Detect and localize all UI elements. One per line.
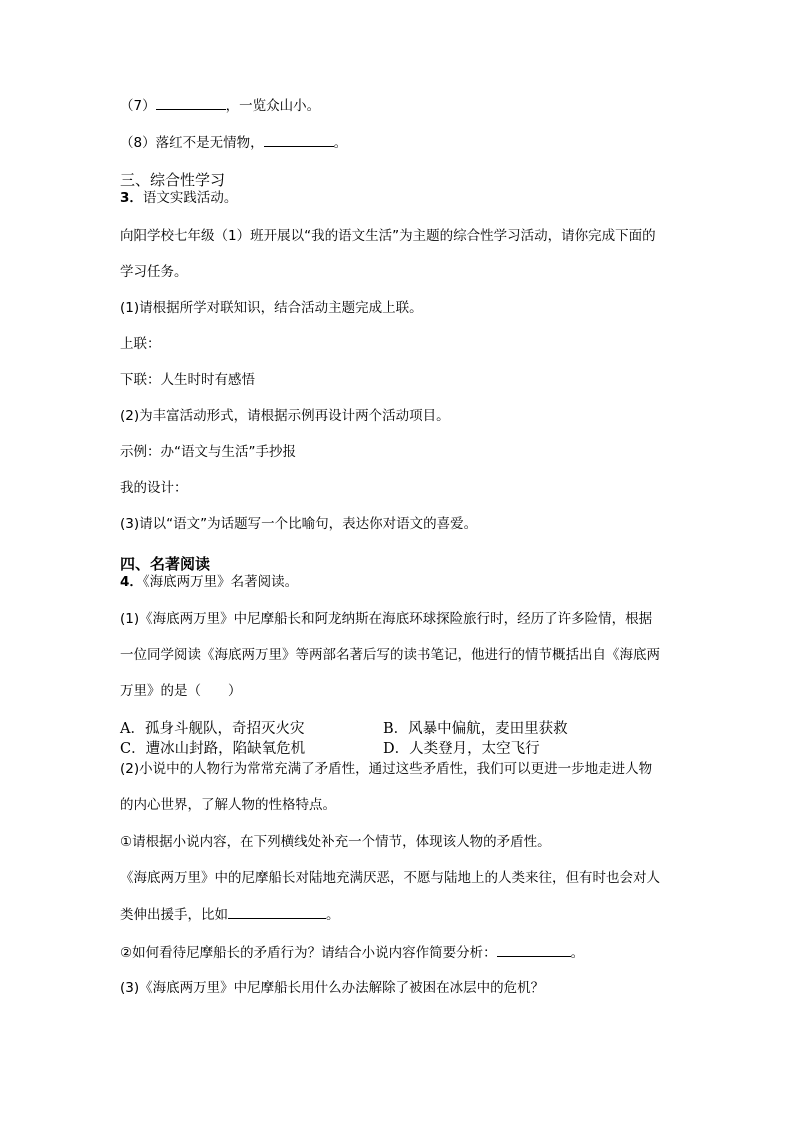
- q4-number: 4．: [120, 574, 143, 590]
- q3-sub2: (2)为丰富活动形式，请根据示例再设计两个活动项目。: [120, 408, 450, 424]
- q3-sub3: (3)请以“语文”为话题写一个比喻句，表达你对语文的喜爱。: [120, 516, 478, 532]
- q4-sub1-line2: 一位同学阅读《海底两万里》等两部名著后写的读书笔记，他进行的情节概括出自《海底两: [120, 647, 660, 663]
- q4-sub2-line1: (2)小说中的人物行为常常充满了矛盾性，通过这些矛盾性，我们可以更进一步地走进人物: [120, 761, 653, 777]
- q4-sub1-line3: 万里》的是（ ）: [120, 683, 242, 699]
- section-4-heading: 四、名著阅读: [120, 555, 211, 573]
- q3-lower-label: 下联：人生时时有感悟: [120, 372, 255, 388]
- q4-circle1: ①请根据小说内容，在下列横线处补充一个情节，体现该人物的矛盾性。: [120, 834, 551, 850]
- option-a[interactable]: A．孤身斗舰队，奇招灭火灾: [120, 721, 305, 737]
- item-8: [120, 132, 347, 153]
- item-8-text: 落红不是无情物，: [155, 135, 264, 151]
- item-8-end: 。: [333, 135, 348, 151]
- section-3-heading: 三、综合性学习: [120, 171, 226, 189]
- item-7: [120, 95, 320, 116]
- option-d[interactable]: D．人类登月，太空飞行: [383, 741, 540, 757]
- q4-circle2-end: 。: [570, 945, 585, 961]
- q4-circle1-text-line1: 《海底两万里》中的尼摩船长对陆地充满厌恶，不愿与陆地上的人类来往，但有时也会对人: [120, 870, 660, 886]
- q4-title: [120, 572, 298, 592]
- option-c[interactable]: C．遭冰山封路，陷缺氧危机: [120, 741, 306, 757]
- item-7-number: （7）: [120, 98, 156, 114]
- q4-circle1-text-line2: [120, 904, 340, 925]
- q4-sub3: (3)《海底两万里》中尼摩船长用什么办法解除了被困在冰层中的危机？: [120, 980, 545, 996]
- q3-my-design: 我的设计：: [120, 480, 188, 496]
- q4-circle1-text: 类伸出援手，比如: [120, 907, 228, 923]
- item-7-blank[interactable]: [156, 95, 226, 110]
- item-8-number: （8）: [120, 135, 156, 151]
- q3-title-text: 语文实践活动。: [142, 190, 238, 206]
- item-8-blank[interactable]: [264, 132, 334, 147]
- q4-sub2-line2: 的内心世界，了解人物的性格特点。: [120, 797, 336, 813]
- q3-sub1: (1)请根据所学对联知识，结合活动主题完成上联。: [120, 300, 423, 316]
- option-b[interactable]: B．风暴中偏航，麦田里获救: [383, 721, 568, 737]
- q4-circle2: [120, 942, 584, 963]
- q4-circle2-text: ②如何看待尼摩船长的矛盾行为？请结合小说内容作简要分析：: [120, 945, 497, 961]
- q3-intro-line2: 学习任务。: [120, 264, 188, 280]
- q3-number: 3．: [120, 190, 143, 206]
- q4-circle1-end: 。: [326, 907, 340, 923]
- item-7-text: ，一览众山小。: [225, 98, 321, 114]
- q4-title-text: 《海底两万里》名著阅读。: [142, 574, 299, 590]
- q3-intro-line1: 向阳学校七年级（1）班开展以“我的语文生活”为主题的综合性学习活动，请你完成下面的: [120, 228, 656, 244]
- q4-sub1-line1: (1)《海底两万里》中尼摩船长和阿龙纳斯在海底环球探险旅行时，经历了许多险情，根据: [120, 611, 653, 627]
- q3-title: [120, 188, 237, 208]
- q4-circle2-blank[interactable]: [497, 942, 571, 957]
- q3-upper-label: 上联：: [120, 336, 161, 352]
- q4-circle1-blank[interactable]: [228, 904, 326, 919]
- q3-example: 示例：办“语文与生活”手抄报: [120, 444, 296, 460]
